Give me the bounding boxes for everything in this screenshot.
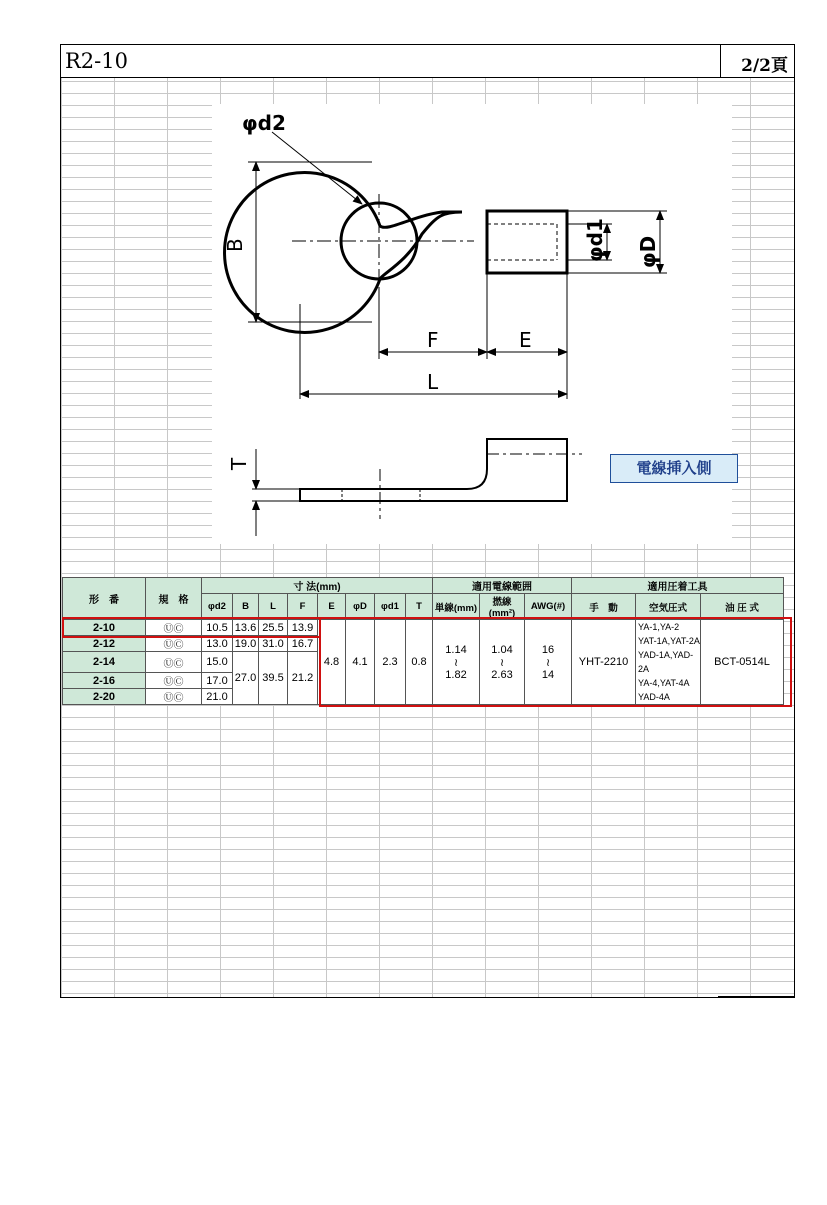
col-T: T xyxy=(406,594,433,620)
col-solid: 単線(mm) xyxy=(433,594,480,620)
pneumatic-tool: YAD-4A xyxy=(638,692,670,702)
header-model: 形 番 xyxy=(63,578,146,620)
label-phi-d1: φd1 xyxy=(583,218,607,262)
side-view-outline xyxy=(300,439,567,501)
cell-d1: 2.3 xyxy=(375,620,406,705)
cell-d2: 13.0 xyxy=(202,636,233,652)
col-E: E xyxy=(318,594,346,620)
cell-L: 25.5 xyxy=(259,620,288,636)
label-phi-d2: φd2 xyxy=(242,111,286,135)
cert-mark: ⓊⒸ xyxy=(146,652,202,673)
label-E: E xyxy=(519,328,532,352)
solid-max: 1.82 xyxy=(445,668,467,681)
barrel xyxy=(487,211,567,273)
cell-T: 0.8 xyxy=(406,620,433,705)
cell-F-shared: 21.2 xyxy=(288,652,318,705)
model-cell: 2-20 xyxy=(63,689,146,705)
col-F: F xyxy=(288,594,318,620)
highlight-shared-specs xyxy=(319,617,792,707)
awg-tilde: ≀ xyxy=(545,656,551,669)
cell-E: 4.8 xyxy=(318,620,346,705)
cell-d2: 17.0 xyxy=(202,673,233,689)
cell-d2: 15.0 xyxy=(202,652,233,673)
model-cell: 2-12 xyxy=(63,636,146,652)
solid-tilde: ≀ xyxy=(453,656,459,669)
model-cell: 2-16 xyxy=(63,673,146,689)
header-tools: 適用圧着工具 xyxy=(572,578,784,594)
awg-max: 14 xyxy=(541,668,555,681)
col-hydraulic: 油 圧 式 xyxy=(701,594,784,620)
col-D: φD xyxy=(346,594,375,620)
label-F: F xyxy=(427,328,439,352)
cell-d2: 10.5 xyxy=(202,620,233,636)
cell-B: 19.0 xyxy=(233,636,259,652)
cert-mark: ⓊⒸ xyxy=(146,689,202,705)
wire-insertion-side-label: 電線挿入側 xyxy=(610,454,738,483)
pneumatic-tool: YAT-1A,YAT-2A xyxy=(638,636,700,646)
cert-mark: ⓊⒸ xyxy=(146,620,202,636)
col-d2: φd2 xyxy=(202,594,233,620)
cell-F: 16.7 xyxy=(288,636,318,652)
header-standard: 規 格 xyxy=(146,578,202,620)
strand-max: 2.63 xyxy=(491,668,513,681)
cert-mark: ⓊⒸ xyxy=(146,673,202,689)
table-header-row-1 xyxy=(63,578,784,594)
model-cell: 2-14 xyxy=(63,652,146,673)
col-B: B xyxy=(233,594,259,620)
col-pneumatic: 空気圧式 xyxy=(636,594,701,620)
label-L: L xyxy=(427,370,439,394)
strand-min: 1.04 xyxy=(491,643,513,656)
cell-B-shared: 27.0 xyxy=(233,652,259,705)
label-T: T xyxy=(227,457,251,470)
pneumatic-tool: YAD-1A,YAD-2A xyxy=(638,650,694,674)
label-phi-D: φD xyxy=(636,235,660,268)
pneumatic-tool: YA-1,YA-2 xyxy=(638,622,680,632)
header-dimensions: 寸 法(mm) xyxy=(202,578,433,594)
solid-min: 1.14 xyxy=(445,643,467,656)
cell-B: 13.6 xyxy=(233,620,259,636)
cell-d2: 21.0 xyxy=(202,689,233,705)
cell-L-shared: 39.5 xyxy=(259,652,288,705)
col-L: L xyxy=(259,594,288,620)
header-wire-range: 適用電線範囲 xyxy=(433,578,572,594)
cell-D: 4.1 xyxy=(346,620,375,705)
cell-manual-tool: YHT-2210 xyxy=(572,620,636,705)
cell-L: 31.0 xyxy=(259,636,288,652)
col-manual: 手 動 xyxy=(572,594,636,620)
highlight-model-2-10 xyxy=(62,617,321,638)
pneumatic-tool: YA-4,YAT-4A xyxy=(638,678,690,688)
cert-mark: ⓊⒸ xyxy=(146,636,202,652)
header-band xyxy=(61,45,794,78)
page-title: R2-10 xyxy=(65,49,128,73)
model-cell: 2-10 xyxy=(63,620,146,636)
strand-tilde: ≀ xyxy=(499,656,505,669)
awg-min: 16 xyxy=(541,643,555,656)
col-awg: AWG(#) xyxy=(525,594,572,620)
col-d1: φd1 xyxy=(375,594,406,620)
bottom-rule xyxy=(718,996,794,998)
col-stranded: 撚線(mm²) xyxy=(480,594,525,620)
cell-F: 13.9 xyxy=(288,620,318,636)
label-B: B xyxy=(223,238,247,252)
page-number: 2/2頁 xyxy=(741,56,788,76)
cell-hydraulic-tool: BCT-0514L xyxy=(701,620,784,705)
